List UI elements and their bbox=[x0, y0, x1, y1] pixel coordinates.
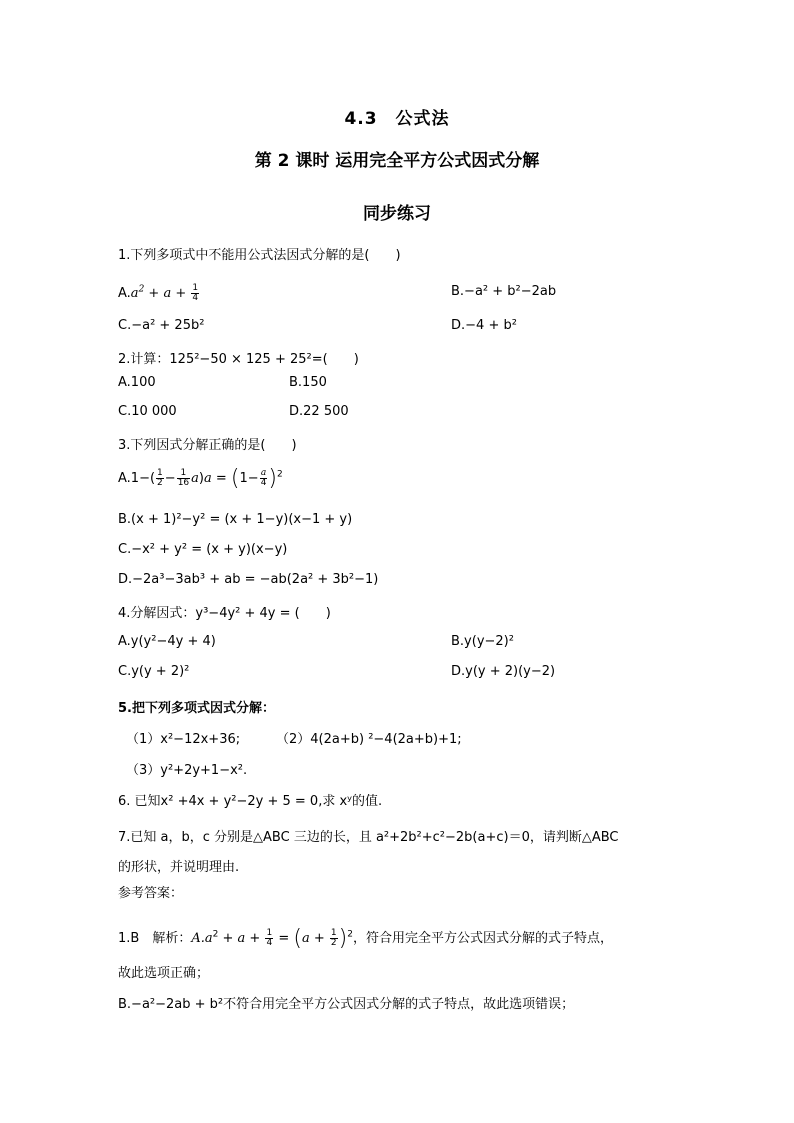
q3-option-b: B.(x + 1)²−y² = (x + 1−y)(x−1 + y) bbox=[118, 512, 353, 527]
q5-part-1: （1）x²−12x+36; bbox=[126, 732, 241, 747]
q2-option-a: A.100 bbox=[118, 375, 156, 390]
answers-heading: 参考答案： bbox=[118, 886, 184, 901]
q3-option-a-label: A.1− bbox=[118, 471, 150, 486]
q3-option-d: D.−2a³−3ab³ + ab = −ab(2a² + 3b²−1) bbox=[118, 572, 379, 587]
q3-stem: 3.下列因式分解正确的是( ) bbox=[118, 438, 297, 453]
lesson-title: 第 2 课时 运用完全平方公式因式分解 bbox=[254, 151, 540, 171]
q4-stem: 4.分解因式：y³−4y² + 4y = ( ) bbox=[118, 606, 331, 621]
section-title: 4.3 公式法 bbox=[344, 109, 450, 129]
answer-1-suffix: ，符合用完全平方公式因式分解的式子特点， bbox=[352, 931, 613, 946]
q2-stem: 2.计算：125²−50 × 125 + 25²=( ) bbox=[118, 352, 359, 367]
q3-option-a: A.1−( $\frac{1}{2}$ − $\frac{1}{16}$ a)a = (1− $\frac{a}{4}$ )$^2$ bbox=[118, 466, 283, 491]
q2-option-c: C.10 000 bbox=[118, 404, 177, 419]
q4-option-d: D.y(y + 2)(y−2) bbox=[451, 664, 556, 679]
q2-option-d: D.22 500 bbox=[289, 404, 349, 419]
q1-option-a bbox=[118, 284, 200, 303]
answer-1-prefix: 1.B 解析： bbox=[118, 931, 192, 946]
fraction-one-quarter: $\frac{1}{4}$ bbox=[192, 283, 199, 303]
q7-line-1: 7.已知 a，b，c 分别是△ABC 三边的长，且 a²+2b²+c²−2b(a+c)＝0，请判断△ABC bbox=[118, 830, 619, 845]
q2-option-b: B.150 bbox=[289, 375, 327, 390]
q4-option-a: A.y(y²−4y + 4) bbox=[118, 634, 216, 649]
answer-1-line-2: 故此选项正确； bbox=[118, 966, 210, 981]
q3-option-c: C.−x² + y² = (x + y)(x−y) bbox=[118, 542, 288, 557]
q7-line-2: 的形状，并说明理由. bbox=[118, 860, 240, 875]
q5-part-2: （2）4(2a+b) ²−4(2a+b)+1; bbox=[276, 732, 462, 747]
q4-option-b: B.y(y−2)² bbox=[451, 634, 514, 649]
answer-1-line-1: 1.B 解析：$A.a^2 + a$ + $\frac{1}{4}$ = (a + $\frac{1}{2}$ )$^2$，符合用完全平方公式因式分解的式子特点， bbox=[118, 926, 613, 951]
answer-1-line-3: B.−a²−2ab + b²不符合用完全平方公式因式分解的式子特点，故此选项错误； bbox=[118, 997, 575, 1012]
q1-option-a-label: A. bbox=[118, 286, 131, 301]
q1-option-b: B.−a² + b²−2ab bbox=[451, 284, 557, 299]
q5-stem: 5.把下列多项式因式分解： bbox=[118, 701, 275, 716]
q1-option-a-math: $a^2 + a$ + bbox=[130, 284, 191, 301]
q1-option-c: C.−a² + 25b² bbox=[118, 318, 205, 333]
q1-option-d: D.−4 + b² bbox=[451, 318, 517, 333]
q1-stem: 1.下列多项式中不能用公式法因式分解的是( ) bbox=[118, 248, 401, 263]
q6-stem: 6. 已知x² +4x + y²−2y + 5 = 0,求 xʸ的值. bbox=[118, 794, 383, 809]
q5-part-3: （3）y²+2y+1−x². bbox=[126, 763, 248, 778]
q4-option-c: C.y(y + 2)² bbox=[118, 664, 190, 679]
exercise-subtitle: 同步练习 bbox=[363, 204, 431, 224]
